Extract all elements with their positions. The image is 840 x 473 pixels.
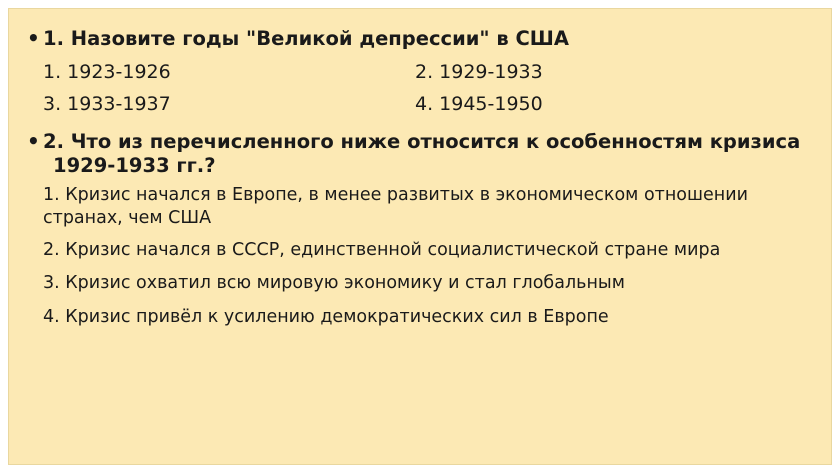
question-2-option-1[interactable]: 1. Кризис начался в Европе, в менее развитых в экономическом отношении странах, чем США [43,184,748,228]
bullet-icon: • [27,26,40,50]
question-2-text [43,130,811,178]
answer-row [27,93,811,117]
question-2-options [27,184,811,329]
answer-option-4[interactable]: 4. 1945-1950 [415,92,543,115]
answer-option-3[interactable]: 3. 1933-1937 [43,92,171,115]
answer-row [27,61,811,85]
answer-option-2[interactable]: 2. 1929-1933 [415,60,543,83]
bullet-icon: • [27,129,40,154]
answer-option-1[interactable]: 1. 1923-1926 [43,60,171,83]
question-2-option-4[interactable]: 4. Кризис привёл к усилению демократических сил в Европе [43,306,609,327]
question-1-heading [27,27,811,51]
question-2-heading [27,130,811,178]
slide-canvas [8,8,832,465]
question-2-text-line1: 2. Что из перечисленного ниже относится к особенностям кризиса [43,130,801,154]
question-2-option-2[interactable]: 2. Кризис начался в СССР, единственной социалистической стране мира [43,240,721,261]
question-1-text: 1. Назовите годы "Великой депрессии" в США [43,27,569,50]
question-2-text-line2: 1929-1933 гг.? [53,154,216,178]
question-2-option-3[interactable]: 3. Кризис охватил всю мировую экономику и стал глобальным [43,273,625,294]
question-1-answers [27,61,811,117]
